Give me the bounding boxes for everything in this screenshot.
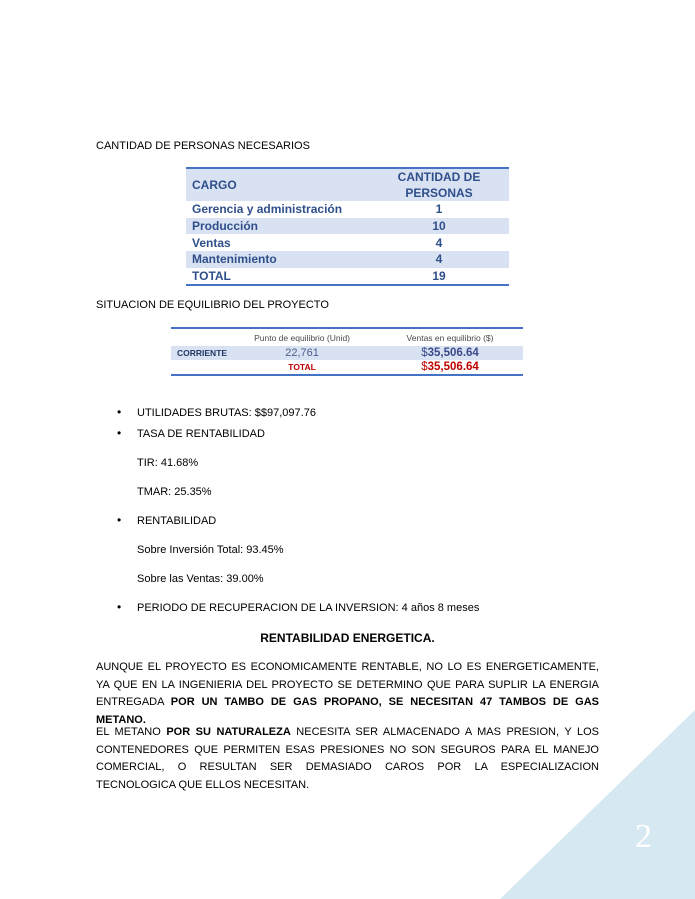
paragraph-2-bold: POR SU NATURALEZA xyxy=(166,726,291,738)
total-value: 19 xyxy=(369,268,509,286)
header-cargo: CARGO xyxy=(186,168,369,201)
header-ventas: Ventas en equilibrio ($) xyxy=(377,328,523,346)
cell-total xyxy=(377,360,523,375)
table-header-row xyxy=(171,328,523,346)
header-cantidad: CANTIDAD DE PERSONAS xyxy=(369,168,509,201)
table-row xyxy=(186,251,509,268)
staff-table xyxy=(186,167,509,286)
section-title-personas: CANTIDAD DE PERSONAS NECESARIOS xyxy=(96,140,310,152)
total-value: 35,506.64 xyxy=(427,361,479,373)
page-number: 2 xyxy=(635,818,652,855)
tir-text: TIR: 41.68% xyxy=(137,457,199,469)
rentabilidad-text: RENTABILIDAD xyxy=(137,515,217,527)
table-row xyxy=(186,234,509,251)
total-label: TOTAL xyxy=(227,360,377,375)
table-row xyxy=(186,201,509,218)
cell-cargo: Producción xyxy=(186,218,369,235)
cell-cantidad: 4 xyxy=(369,251,509,268)
sales-value: 35,506.64 xyxy=(427,347,479,359)
periodo-text: PERIODO DE RECUPERACION DE LA INVERSION: 4 años 8 meses xyxy=(137,602,480,614)
paragraph-2-text-c: NECESITA SER ALMACENADO A MAS PRESION, Y LOS CONTENEDORES QUE PERMITEN ESAS PRESIONES NO SON SEGUROS PARA EL MANEJO COMERCIAL, O RESULTAN SER DEMASIADO CAROS POR LA ESPECIALIZACION TECNOLOGICA QUE ELLOS NECESITAN. xyxy=(96,726,599,791)
cell-cantidad: 10 xyxy=(369,218,509,235)
section-title-equilibrio: SITUACION DE EQUILIBRIO DEL PROYECTO xyxy=(96,299,329,311)
cell-cargo: Ventas xyxy=(192,235,231,250)
table-row xyxy=(171,346,523,360)
corner-triangle-decoration xyxy=(500,710,695,899)
tasa-text: TASA DE RENTABILIDAD xyxy=(137,428,265,440)
utilidades-text: UTILIDADES BRUTAS: $$97,097.76 xyxy=(137,407,316,419)
heading-rentabilidad-energetica: RENTABILIDAD ENERGETICA. xyxy=(260,631,435,645)
paragraph-1-bold: POR UN TAMBO DE GAS PROPANO, SE NECESITAN 47 TAMBOS DE GAS METANO. xyxy=(96,696,599,726)
table-total-row xyxy=(171,360,523,375)
paragraph-1-text: AUNQUE EL PROYECTO ES ECONOMICAMENTE RENTABLE, NO LO ES ENERGETICAMENTE, YA QUE EN LA INGENIERIA DEL PROYECTO SE DETERMINO QUE PARA SUPLIR LA ENERGIA ENTREGADA xyxy=(96,661,599,708)
bullet-dot: • xyxy=(117,405,122,419)
bullet-dot: • xyxy=(117,600,122,614)
cell-cargo: Mantenimiento xyxy=(186,251,369,268)
cell-cantidad: 4 xyxy=(435,235,443,250)
corner-triangle xyxy=(500,710,695,899)
cell-cantidad: 1 xyxy=(435,202,443,217)
header-punto: Punto de equilibrio (Unid) xyxy=(227,328,377,346)
bullet-dot: • xyxy=(117,426,122,440)
total-label: TOTAL xyxy=(186,268,369,286)
table-header-row xyxy=(186,168,509,201)
tmar-text: TMAR: 25.35% xyxy=(137,486,212,498)
cell-cargo: Gerencia y administración xyxy=(192,202,343,217)
cell-sales xyxy=(377,346,523,360)
paragraph-2-text-a: EL METANO xyxy=(96,726,167,738)
bullet-dot: • xyxy=(117,513,122,527)
table-row xyxy=(186,218,509,235)
currency-symbol: $ xyxy=(421,347,428,359)
row-label-corriente: CORRIENTE xyxy=(171,346,227,360)
cell-units: 22,761 xyxy=(227,346,377,360)
inversion-text: Sobre Inversión Total: 93.45% xyxy=(137,544,284,556)
currency-symbol: $ xyxy=(421,361,428,373)
equilibrium-table xyxy=(171,327,523,376)
table-total-row xyxy=(186,268,509,286)
ventas-text: Sobre las Ventas: 39.00% xyxy=(137,573,264,585)
